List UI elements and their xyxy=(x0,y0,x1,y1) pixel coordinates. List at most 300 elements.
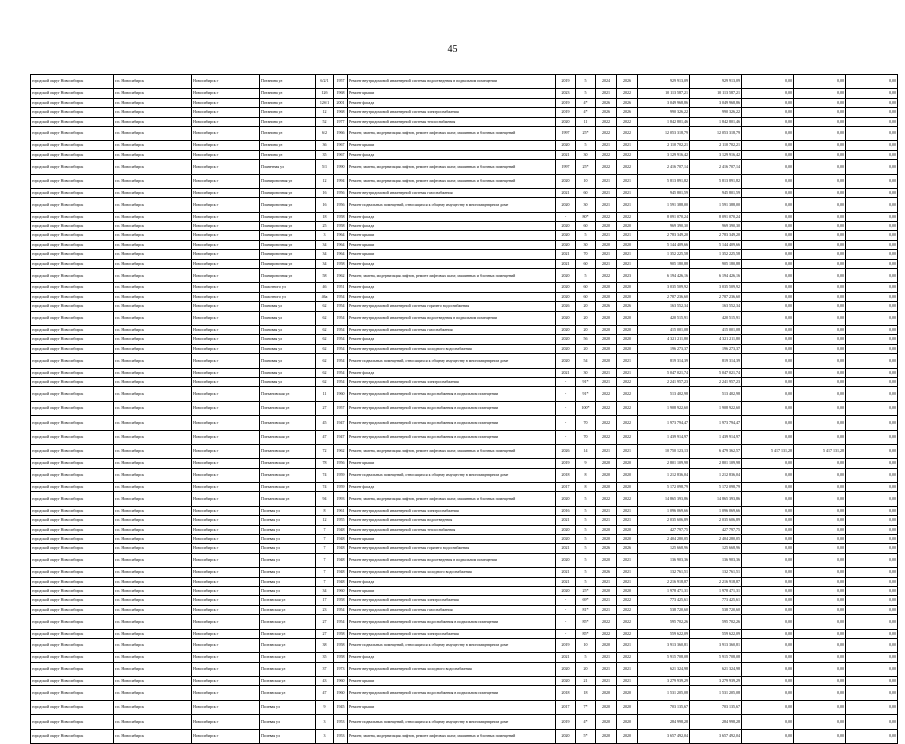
locality-cell: Новосибирск г xyxy=(192,686,260,700)
plan-end-cell: 2022 xyxy=(617,653,638,662)
work-type-cell: Ремонт внутридомовой инженерной системы электроснабжения xyxy=(348,506,556,515)
year-built-cell: 1964 xyxy=(334,250,348,259)
budget-cost-cell: 0,00 xyxy=(742,715,794,729)
wear-cell: 80* xyxy=(576,212,596,221)
year-built-cell: 1954 xyxy=(334,311,348,325)
house-cell: 7 xyxy=(316,535,334,544)
owners-cost-cell: 0,00 xyxy=(846,638,898,652)
work-type-cell: Ремонт, замена, модернизация лифтов, ремонт лифтовых шахт, машинных и блочных помещений xyxy=(348,444,556,458)
local-cost-cell: 0,00 xyxy=(794,240,846,249)
work-type-cell: Ремонт подвальных помещений, относящихся к общему имуществу в многоквартирном доме xyxy=(348,354,556,368)
year-built-cell: 1964 xyxy=(334,240,348,249)
total-cost-cell: 538 720,60 xyxy=(638,605,690,614)
plan-start-cell: 2020 xyxy=(596,283,617,292)
work-type-cell: Ремонт фасада xyxy=(348,222,556,231)
street-cell: Полевая ул xyxy=(260,568,316,577)
street-cell: Потанина ул xyxy=(260,141,316,150)
budget-cost-cell: 0,00 xyxy=(742,126,794,140)
municipality-cell: городской округ Новосибирск xyxy=(31,311,114,325)
work-type-cell: Ремонт фасада xyxy=(348,292,556,301)
year-built-cell: 1948 xyxy=(334,553,348,567)
last-repair-cell: 2021 xyxy=(556,259,576,268)
year-built-cell: 1954 xyxy=(334,335,348,344)
wear-cell: 60 xyxy=(576,188,596,197)
house-cell: 16 xyxy=(316,198,334,212)
local-cost-cell: 0,00 xyxy=(794,344,846,353)
street-cell: Потанина ул xyxy=(260,108,316,117)
work-type-cell: Ремонт внутридомовой инженерной системы газоснабжения xyxy=(348,188,556,197)
budget-cost-cell: 5 417 131,28 xyxy=(742,444,794,458)
plan-end-cell: 2021 xyxy=(617,368,638,377)
owners-cost-cell: 0,00 xyxy=(846,325,898,334)
plan-end-cell: 2021 xyxy=(617,553,638,567)
plan-end-cell: 2020 xyxy=(617,535,638,544)
street-cell: Планировочная ул xyxy=(260,231,316,240)
house-cell: 43 xyxy=(316,677,334,686)
fund-cost-cell: 427 797,75 xyxy=(690,525,742,534)
last-repair-cell: - xyxy=(556,615,576,629)
locality-cell: Новосибирск г xyxy=(192,553,260,567)
house-cell: 78 xyxy=(316,459,334,468)
budget-cost-cell: 0,00 xyxy=(742,212,794,221)
table-row xyxy=(31,335,898,344)
year-built-cell: 1967 xyxy=(334,150,348,159)
total-cost-cell: 132 761,51 xyxy=(638,568,690,577)
work-type-cell: Ремонт внутридомовой инженерной системы водоотведения в подвальном помещении xyxy=(348,553,556,567)
house-cell: 18 xyxy=(316,212,334,221)
settlement-cell: г.п. Новосибирск xyxy=(114,715,192,729)
house-cell: 12 xyxy=(316,516,334,525)
plan-start-cell: 2026 xyxy=(596,568,617,577)
wear-cell: 8 xyxy=(576,468,596,482)
fund-cost-cell: 2 783 349,20 xyxy=(690,231,742,240)
fund-cost-cell: 2 787 236,60 xyxy=(690,292,742,301)
budget-cost-cell: 0,00 xyxy=(742,89,794,98)
year-built-cell: 1960 xyxy=(334,677,348,686)
street-cell: Планировочная ул xyxy=(260,269,316,283)
house-cell: 25 xyxy=(316,222,334,231)
municipality-cell: городской округ Новосибирск xyxy=(31,506,114,515)
wear-cell: 5 xyxy=(576,506,596,515)
year-built-cell: 1953 xyxy=(334,729,348,743)
wear-cell: 91* xyxy=(576,387,596,401)
budget-cost-cell: 0,00 xyxy=(742,615,794,629)
settlement-cell: г.п. Новосибирск xyxy=(114,283,192,292)
plan-end-cell: 2022 xyxy=(617,212,638,221)
table-row xyxy=(31,553,898,567)
budget-cost-cell: 0,00 xyxy=(742,98,794,107)
plan-end-cell: 2021 xyxy=(617,141,638,150)
year-built-cell: 1958 xyxy=(334,212,348,221)
settlement-cell: г.п. Новосибирск xyxy=(114,544,192,553)
budget-cost-cell: 0,00 xyxy=(742,430,794,444)
plan-start-cell: 2020 xyxy=(596,325,617,334)
street-cell: Плановая ул xyxy=(260,344,316,353)
last-repair-cell: 2019 xyxy=(556,715,576,729)
owners-cost-cell: 0,00 xyxy=(846,198,898,212)
last-repair-cell: 2021 xyxy=(556,150,576,159)
work-type-cell: Ремонт внутридомовой инженерной системы горячего водоснабжения xyxy=(348,544,556,553)
house-cell: 62 xyxy=(316,377,334,386)
total-cost-cell: 3 035 509,92 xyxy=(638,283,690,292)
fund-cost-cell: 1 531 205,08 xyxy=(690,686,742,700)
street-cell: Полевая ул xyxy=(260,544,316,553)
municipality-cell: городской округ Новосибирск xyxy=(31,638,114,652)
wear-cell: 20 xyxy=(576,302,596,311)
plan-start-cell: 2024 xyxy=(596,75,617,89)
plan-end-cell: 2023 xyxy=(617,269,638,283)
table-row xyxy=(31,292,898,301)
locality-cell: Новосибирск г xyxy=(192,677,260,686)
work-type-cell: Ремонт, замена, модернизация лифтов, ремонт лифтовых шахт, машинных и блочных помещений xyxy=(348,160,556,174)
table-row xyxy=(31,198,898,212)
plan-end-cell: 2020 xyxy=(617,335,638,344)
plan-start-cell: 2022 xyxy=(596,401,617,415)
settlement-cell: г.п. Новосибирск xyxy=(114,344,192,353)
plan-end-cell: 2021 xyxy=(617,662,638,676)
owners-cost-cell: 0,00 xyxy=(846,506,898,515)
owners-cost-cell: 0,00 xyxy=(846,586,898,595)
table-row xyxy=(31,150,898,159)
total-cost-cell: 819 314,39 xyxy=(638,354,690,368)
locality-cell: Новосибирск г xyxy=(192,577,260,586)
settlement-cell: г.п. Новосибирск xyxy=(114,492,192,506)
year-built-cell: 1956 xyxy=(334,459,348,468)
budget-cost-cell: 0,00 xyxy=(742,459,794,468)
settlement-cell: г.п. Новосибирск xyxy=(114,677,192,686)
plan-start-cell: 2020 xyxy=(596,468,617,482)
wear-cell: 60 xyxy=(576,283,596,292)
work-type-cell: Ремонт, замена, модернизация лифтов, ремонт лифтовых шахт, машинных и блочных помещений xyxy=(348,269,556,283)
street-cell: Полевая ул xyxy=(260,729,316,743)
work-type-cell: Ремонт внутридомовой инженерной системы теплоснабжения xyxy=(348,117,556,126)
budget-cost-cell: 0,00 xyxy=(742,198,794,212)
wear-cell: 5 xyxy=(576,553,596,567)
settlement-cell: г.п. Новосибирск xyxy=(114,483,192,492)
local-cost-cell: 0,00 xyxy=(794,269,846,283)
municipality-cell: городской округ Новосибирск xyxy=(31,544,114,553)
total-cost-cell: 1 352 225,58 xyxy=(638,250,690,259)
locality-cell: Новосибирск г xyxy=(192,174,260,188)
plan-start-cell: 2021 xyxy=(596,662,617,676)
local-cost-cell: 0,00 xyxy=(794,335,846,344)
house-cell: 62 xyxy=(316,302,334,311)
plan-start-cell: 2021 xyxy=(596,198,617,212)
work-type-cell: Ремонт внутридомовой инженерной системы водоснабжения в подвальном помещении xyxy=(348,430,556,444)
total-cost-cell: 5 172 098,79 xyxy=(638,483,690,492)
municipality-cell: городской округ Новосибирск xyxy=(31,535,114,544)
budget-cost-cell: 0,00 xyxy=(742,525,794,534)
house-cell: 94 xyxy=(316,492,334,506)
municipality-cell: городской округ Новосибирск xyxy=(31,483,114,492)
municipality-cell: городской округ Новосибирск xyxy=(31,174,114,188)
plan-start-cell: 2020 xyxy=(596,483,617,492)
locality-cell: Новосибирск г xyxy=(192,354,260,368)
owners-cost-cell: 0,00 xyxy=(846,283,898,292)
locality-cell: Новосибирск г xyxy=(192,150,260,159)
budget-cost-cell: 0,00 xyxy=(742,174,794,188)
local-cost-cell: 0,00 xyxy=(794,615,846,629)
plan-start-cell: 2020 xyxy=(596,586,617,595)
locality-cell: Новосибирск г xyxy=(192,568,260,577)
locality-cell: Новосибирск г xyxy=(192,344,260,353)
plan-end-cell: 2020 xyxy=(617,283,638,292)
municipality-cell: городской округ Новосибирск xyxy=(31,283,114,292)
street-cell: Полевая ул xyxy=(260,715,316,729)
plan-start-cell: 2021 xyxy=(596,377,617,386)
street-cell: Полевая ул xyxy=(260,586,316,595)
street-cell: Полтавская ул xyxy=(260,662,316,676)
last-repair-cell: 2020 xyxy=(556,344,576,353)
settlement-cell: г.п. Новосибирск xyxy=(114,259,192,268)
local-cost-cell: 0,00 xyxy=(794,160,846,174)
local-cost-cell: 0,00 xyxy=(794,700,846,714)
settlement-cell: г.п. Новосибирск xyxy=(114,354,192,368)
municipality-cell: городской округ Новосибирск xyxy=(31,387,114,401)
table-row xyxy=(31,89,898,98)
local-cost-cell: 0,00 xyxy=(794,544,846,553)
work-type-cell: Ремонт внутридомовой инженерной системы холодного водоснабжения xyxy=(348,568,556,577)
owners-cost-cell: 0,00 xyxy=(846,492,898,506)
wear-cell: 70 xyxy=(576,416,596,430)
plan-start-cell: 2020 xyxy=(596,553,617,567)
fund-cost-cell: 1 973 794,47 xyxy=(690,416,742,430)
fund-cost-cell: 595 702,26 xyxy=(690,615,742,629)
year-built-cell: 1958 xyxy=(334,222,348,231)
total-cost-cell: 136 903,36 xyxy=(638,553,690,567)
wear-cell: 56 xyxy=(576,335,596,344)
house-cell: 38 xyxy=(316,638,334,652)
plan-start-cell: 2020 xyxy=(596,354,617,368)
work-type-cell: Ремонт внутридомовой инженерной системы водоснабжения в подвальном помещении xyxy=(348,387,556,401)
settlement-cell: г.п. Новосибирск xyxy=(114,629,192,638)
wear-cell: 30 xyxy=(576,150,596,159)
budget-cost-cell: 0,00 xyxy=(742,188,794,197)
street-cell: Плехановская ул xyxy=(260,444,316,458)
work-type-cell: Ремонт фасада xyxy=(348,653,556,662)
last-repair-cell: 2021 xyxy=(556,568,576,577)
plan-start-cell: 2022 xyxy=(596,387,617,401)
local-cost-cell: 0,00 xyxy=(794,222,846,231)
fund-cost-cell: 773 425,61 xyxy=(690,596,742,605)
wear-cell: 8 xyxy=(576,483,596,492)
locality-cell: Новосибирск г xyxy=(192,325,260,334)
wear-cell: 5 xyxy=(576,653,596,662)
work-type-cell: Ремонт, замена, модернизация лифтов, ремонт лифтовых шахт, машинных и блочных помещений xyxy=(348,174,556,188)
street-cell: Плехановская ул xyxy=(260,459,316,468)
total-cost-cell: 6 194 426,16 xyxy=(638,269,690,283)
house-cell: 8 xyxy=(316,506,334,515)
local-cost-cell: 0,00 xyxy=(794,629,846,638)
budget-cost-cell: 0,00 xyxy=(742,269,794,283)
municipality-cell: городской округ Новосибирск xyxy=(31,335,114,344)
year-built-cell: 1959 xyxy=(334,483,348,492)
locality-cell: Новосибирск г xyxy=(192,188,260,197)
plan-start-cell: 2021 xyxy=(596,368,617,377)
local-cost-cell: 0,00 xyxy=(794,387,846,401)
fund-cost-cell: 2 110 702,21 xyxy=(690,141,742,150)
house-cell: 52 xyxy=(316,117,334,126)
budget-cost-cell: 0,00 xyxy=(742,335,794,344)
work-type-cell: Ремонт фасада xyxy=(348,368,556,377)
municipality-cell: городской округ Новосибирск xyxy=(31,416,114,430)
total-cost-cell: 5 047 021,74 xyxy=(638,368,690,377)
budget-cost-cell: 0,00 xyxy=(742,75,794,89)
total-cost-cell: 1 842 801,46 xyxy=(638,117,690,126)
settlement-cell: г.п. Новосибирск xyxy=(114,577,192,586)
last-repair-cell: 2018 xyxy=(556,468,576,482)
budget-cost-cell: 0,00 xyxy=(742,344,794,353)
plan-start-cell: 2022 xyxy=(596,615,617,629)
work-type-cell: Ремонт внутридомовой инженерной системы горячего водоснабжения xyxy=(348,302,556,311)
table-row xyxy=(31,544,898,553)
total-cost-cell: 2 416 707,14 xyxy=(638,160,690,174)
table-row xyxy=(31,468,898,482)
table-row xyxy=(31,283,898,292)
budget-cost-cell: 0,00 xyxy=(742,605,794,614)
fund-cost-cell: 6 194 426,16 xyxy=(690,269,742,283)
last-repair-cell: 1997 xyxy=(556,126,576,140)
total-cost-cell: 1 591 388,00 xyxy=(638,198,690,212)
budget-cost-cell: 0,00 xyxy=(742,377,794,386)
year-built-cell: 1945 xyxy=(334,700,348,714)
fund-cost-cell: 5 144 409,66 xyxy=(690,240,742,249)
table-row xyxy=(31,344,898,353)
municipality-cell: городской округ Новосибирск xyxy=(31,344,114,353)
plan-end-cell: 2021 xyxy=(617,250,638,259)
wear-cell: 60 xyxy=(576,259,596,268)
local-cost-cell: 0,00 xyxy=(794,325,846,334)
settlement-cell: г.п. Новосибирск xyxy=(114,686,192,700)
owners-cost-cell: 0,00 xyxy=(846,615,898,629)
locality-cell: Новосибирск г xyxy=(192,638,260,652)
local-cost-cell: 0,00 xyxy=(794,483,846,492)
last-repair-cell: 2026 xyxy=(556,444,576,458)
settlement-cell: г.п. Новосибирск xyxy=(114,335,192,344)
total-cost-cell: 945 801,59 xyxy=(638,188,690,197)
municipality-cell: городской округ Новосибирск xyxy=(31,492,114,506)
owners-cost-cell: 0,00 xyxy=(846,553,898,567)
owners-cost-cell: 0,00 xyxy=(846,596,898,605)
settlement-cell: г.п. Новосибирск xyxy=(114,653,192,662)
work-type-cell: Ремонт внутридомовой инженерной системы водоснабжения в подвальном помещении xyxy=(348,416,556,430)
house-cell: 3 xyxy=(316,729,334,743)
work-type-cell: Ремонт крыши xyxy=(348,586,556,595)
municipality-cell: городской округ Новосибирск xyxy=(31,108,114,117)
year-built-cell: 1956 xyxy=(334,188,348,197)
house-cell: 46 xyxy=(316,283,334,292)
work-type-cell: Ремонт, замена, модернизация лифтов, ремонт лифтовых шахт, машинных и блочных помещений xyxy=(348,492,556,506)
settlement-cell: г.п. Новосибирск xyxy=(114,108,192,117)
local-cost-cell: 0,00 xyxy=(794,283,846,292)
work-type-cell: Ремонт крыши xyxy=(348,240,556,249)
budget-cost-cell: 0,00 xyxy=(742,483,794,492)
last-repair-cell: - xyxy=(556,212,576,221)
table-row xyxy=(31,240,898,249)
house-cell: 45 xyxy=(316,416,334,430)
last-repair-cell: 2020 xyxy=(556,174,576,188)
fund-cost-cell: 3 035 509,92 xyxy=(690,283,742,292)
work-type-cell: Ремонт крыши xyxy=(348,459,556,468)
local-cost-cell: 0,00 xyxy=(794,354,846,368)
local-cost-cell: 0,00 xyxy=(794,416,846,430)
locality-cell: Новосибирск г xyxy=(192,653,260,662)
fund-cost-cell: 621 324,98 xyxy=(690,662,742,676)
table-row xyxy=(31,117,898,126)
municipality-cell: городской округ Новосибирск xyxy=(31,126,114,140)
locality-cell: Новосибирск г xyxy=(192,729,260,743)
budget-cost-cell: 0,00 xyxy=(742,222,794,231)
street-cell: Планировочная ул xyxy=(260,222,316,231)
settlement-cell: г.п. Новосибирск xyxy=(114,368,192,377)
owners-cost-cell: 0,00 xyxy=(846,188,898,197)
street-cell: Потанина ул xyxy=(260,117,316,126)
plan-start-cell: 2021 xyxy=(596,506,617,515)
owners-cost-cell: 0,00 xyxy=(846,160,898,174)
house-cell: 47 xyxy=(316,686,334,700)
owners-cost-cell: 0,00 xyxy=(846,401,898,415)
fund-cost-cell: 1 978 471,31 xyxy=(690,586,742,595)
plan-start-cell: 2021 xyxy=(596,231,617,240)
local-cost-cell: 0,00 xyxy=(794,250,846,259)
last-repair-cell: 2016 xyxy=(556,506,576,515)
total-cost-cell: 513 402,98 xyxy=(638,387,690,401)
fund-cost-cell: 125 668,96 xyxy=(690,544,742,553)
wear-cell: 21 xyxy=(576,677,596,686)
work-type-cell: Ремонт фасада xyxy=(348,98,556,107)
owners-cost-cell: 0,00 xyxy=(846,653,898,662)
settlement-cell: г.п. Новосибирск xyxy=(114,98,192,107)
total-cost-cell: 2 801 109,98 xyxy=(638,459,690,468)
plan-start-cell: 2026 xyxy=(596,302,617,311)
wear-cell: 69* xyxy=(576,596,596,605)
year-built-cell: 1954 xyxy=(334,354,348,368)
municipality-cell: городской округ Новосибирск xyxy=(31,250,114,259)
settlement-cell: г.п. Новосибирск xyxy=(114,302,192,311)
table-row xyxy=(31,126,898,140)
municipality-cell: городской округ Новосибирск xyxy=(31,141,114,150)
house-cell: 27 xyxy=(316,629,334,638)
fund-cost-cell: 1 352 225,58 xyxy=(690,250,742,259)
street-cell: Плановая ул xyxy=(260,335,316,344)
work-type-cell: Ремонт подвальных помещений, относящихся к общему имуществу в многоквартирном доме xyxy=(348,715,556,729)
work-type-cell: Ремонт внутридомовой инженерной системы теплоснабжения xyxy=(348,525,556,534)
plan-start-cell: 2021 xyxy=(596,259,617,268)
last-repair-cell: 2023 xyxy=(556,89,576,98)
municipality-cell: городской округ Новосибирск xyxy=(31,516,114,525)
last-repair-cell: 2020 xyxy=(556,492,576,506)
settlement-cell: г.п. Новосибирск xyxy=(114,615,192,629)
total-cost-cell: 3 913 360,81 xyxy=(638,638,690,652)
budget-cost-cell: 0,00 xyxy=(742,492,794,506)
municipality-cell: городской округ Новосибирск xyxy=(31,444,114,458)
year-built-cell: 1956 xyxy=(334,198,348,212)
municipality-cell: городской округ Новосибирск xyxy=(31,686,114,700)
locality-cell: Новосибирск г xyxy=(192,335,260,344)
wear-cell: 5* xyxy=(576,729,596,743)
plan-start-cell: 2026 xyxy=(596,544,617,553)
total-cost-cell: 1 212 836,04 xyxy=(638,468,690,482)
table-row xyxy=(31,568,898,577)
last-repair-cell: 2020 xyxy=(556,553,576,567)
settlement-cell: г.п. Новосибирск xyxy=(114,459,192,468)
year-built-cell: 1961 xyxy=(334,506,348,515)
last-repair-cell: 2019 xyxy=(556,98,576,107)
municipality-cell: городской округ Новосибирск xyxy=(31,75,114,89)
locality-cell: Новосибирск г xyxy=(192,662,260,676)
budget-cost-cell: 0,00 xyxy=(742,354,794,368)
budget-cost-cell: 0,00 xyxy=(742,283,794,292)
